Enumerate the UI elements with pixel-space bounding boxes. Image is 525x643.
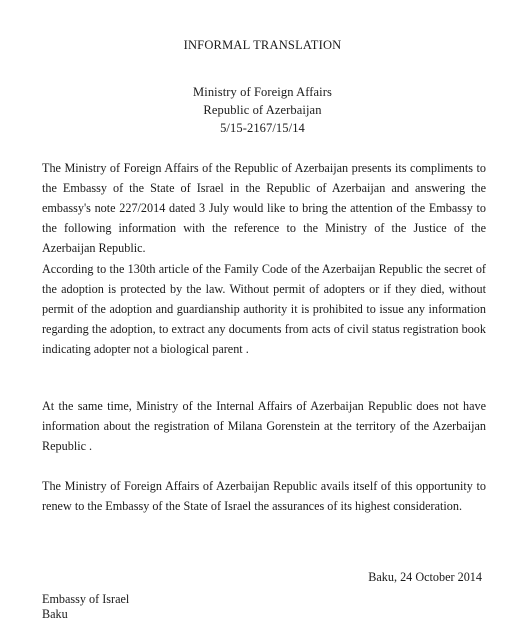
- place-and-date: Baku, 24 October 2014: [368, 570, 482, 584]
- paragraph-closing: The Ministry of Foreign Affairs of Azerbaijan Republic avails itself of this opportunity to renew to the Embassy of the State of Israel the assurances of its highest consideration.: [42, 479, 486, 513]
- addressee-name: Embassy of Israel: [42, 592, 130, 606]
- sender-country: Republic of Azerbaijan: [203, 103, 322, 117]
- sender-ministry: Ministry of Foreign Affairs: [193, 85, 332, 99]
- paragraph-introduction: The Ministry of Foreign Affairs of the Republic of Azerbaijan presents its compliments to the Embassy of the State of Israel in the Republic of Azerbaijan and answering the embassy's note 227/2014 dated 3 July would like to bring the attention of the Embassy to the following information with the reference to the Ministry of the Justice of the Azerbaijan Republic.: [42, 161, 486, 255]
- paragraph-internal-affairs: At the same time, Ministry of the Internal Affairs of Azerbaijan Republic does not have information about the registration of Milana Gorenstein at the territory of the Azerbaijan Republic .: [42, 399, 486, 453]
- addressee-city: Baku: [42, 607, 68, 621]
- reference-number: 5/15-2167/15/14: [220, 121, 305, 135]
- paragraph-family-code: According to the 130th article of the Family Code of the Azerbaijan Republic the secret of the adoption is protected by the law. Without permit of adopters or if they died, without permit of the adoption and guardianship authority it is prohibited to issue any information regarding the adoption, to extract any documents from acts of civil status registration book indicating adopter not a biological parent .: [42, 262, 486, 356]
- document-title: INFORMAL TRANSLATION: [183, 38, 342, 52]
